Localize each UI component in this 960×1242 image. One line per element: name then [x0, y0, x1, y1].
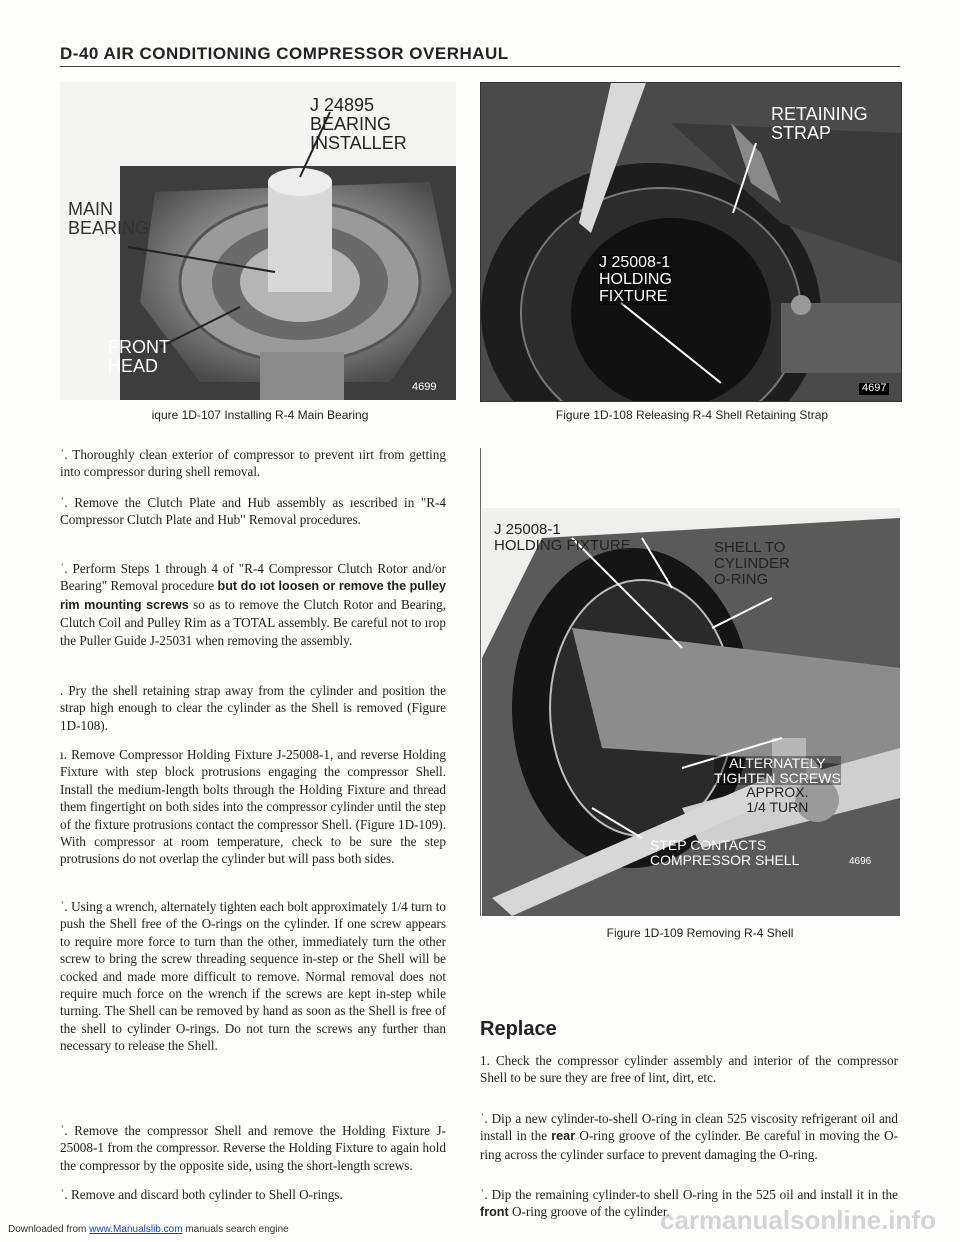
left-paragraph-1: ˈ. Thoroughly clean exterior of compressor to prevent ıirt from getting into compressor during shell removal. [60, 447, 446, 480]
left-paragraph-8: ˈ. Remove and discard both cylinder to Shell O-rings. [60, 1187, 343, 1202]
label-step-contacts: STEP CONTACTS COMPRESSOR SHELL [650, 837, 800, 868]
figure-number: 4697 [859, 383, 889, 395]
download-footer: Downloaded from www.Manualslib.com manuals search engine [8, 1224, 289, 1235]
right-paragraph-2: ˈ. Dip a new cylinder-to-shell O-ring in clean 525 viscosity refrigerant oil and install in the rear O-ring groove of the cylinder. Be careful in moving the O-ring across the cylinder surface to prevent damaging the O-ring. [480, 1111, 899, 1162]
left-paragraph-3: ˈ. Perform Steps 1 through 4 of "R-4 Compressor Clutch Rotor and/or Bearing" Removal procedure but do ıot loosen or remove the pulley rim mounting screws so as to remove the Clutch Rotor and Bearing, Clutch Coil and Pulley Rim as a TOTAL assembly. Be careful not to ırop the Puller Guide J-25031 when removing the assembly. [60, 561, 447, 648]
label-holding-fixture: J 25008-1 HOLDING FIXTURE [599, 254, 672, 305]
header-rule [60, 66, 900, 67]
figure-108-caption: Figure 1D-108 Releasing R-4 Shell Retaining Strap [555, 408, 829, 422]
label-shell-to-cylinder-oring: SHELL TO CYLINDER O-RING [714, 539, 790, 588]
label-main-bearing: MAIN BEARING [68, 199, 150, 238]
figure-number: 4696 [849, 856, 872, 867]
label-retaining-strap: RETAINING STRAP [771, 104, 868, 143]
left-paragraph-6: ˈ. Using a wrench, alternately tighten each bolt approximately 1/4 turn to push the Shell free of the O-rings on the cylinder. If one screw appears to require more force to turn than the other, immediately turn the other screw to bring the screw threading sequence in-step or the Shell will be cocked and made more difficult to remove. Normal removal does not require much force on the wrench if the screws are kept in-step while turning. The Shell can be removed by hand as soon as the Shell is free of the shell to cylinder O-rings. Do not turn the screws any further than necessary to release the Shell. [60, 899, 446, 1054]
page-header-title: D-40 AIR CONDITIONING COMPRESSOR OVERHAUL [60, 44, 509, 63]
figure-number: 4699 [412, 381, 437, 393]
watermark: carmanualsonline.info [660, 1205, 936, 1235]
figure-109-caption: Figure 1D-109 Removing R-4 Shell [606, 926, 794, 940]
left-paragraph-2: ˈ. Remove the Clutch Plate and Hub assembly as ıescribed in "R-4 Compressor Clutch Plate and Hub" Removal procedures. [60, 495, 446, 528]
label-bearing-installer: J 24895 BEARING INSTALLER [310, 95, 407, 153]
figure-109-border [480, 448, 481, 916]
left-paragraph-5: ı. Remove Compressor Holding Fixture J-25008-1, and reverse Holding Fixture with step block protrusions engaging the compressor Shell. Install the medium-length bolts through the Holding Fixture and thread them fingertight on both sides into the compressor cylinder until the step of the fixture protrusions contact the compressor Shell. (Figure 1D-109). With compressor at room temperature, check to be sure the step protrusions do not overlap the cylinder but will pass both sides. [60, 747, 446, 867]
figure-107-caption: iqure 1D-107 Installing R-4 Main Bearing [151, 408, 369, 422]
figure-109-photo [482, 508, 900, 916]
label-holding-fixture-109: J 25008-1 HOLDING FIXTURE [494, 521, 631, 554]
left-paragraph-4: . Pry the shell retaining strap away from the cylinder and position the strap high enough to clear the cylinder as the Shell is removed (Figure 1D-108). [60, 683, 446, 733]
right-paragraph-3: ˈ. Dip the remaining cylinder-to shell O-ring in the 525 oil and install it in the front O-ring groove of the cylinder. [480, 1187, 898, 1220]
section-title-replace: Replace [480, 1018, 557, 1040]
label-alternately-tighten: ALTERNATELY TIGHTEN SCREWS APPROX. 1/4 TURN [714, 755, 841, 816]
figure-107-photo [60, 82, 456, 400]
left-paragraph-7: ˈ. Remove the compressor Shell and remove the Holding Fixture J-25008-1 from the compressor. Reverse the Holding Fixture to again hold the compressor by the opposite side, using the short-length screws. [60, 1123, 446, 1173]
figure-108-photo [480, 82, 902, 402]
label-front-head: FRONT HEAD [108, 337, 170, 376]
right-paragraph-1: 1. Check the compressor cylinder assembly and interior of the compressor Shell to be sure they are free of lint, dirt, etc. [480, 1053, 898, 1086]
manualslib-link[interactable]: www.Manualslib.com [89, 1224, 183, 1235]
